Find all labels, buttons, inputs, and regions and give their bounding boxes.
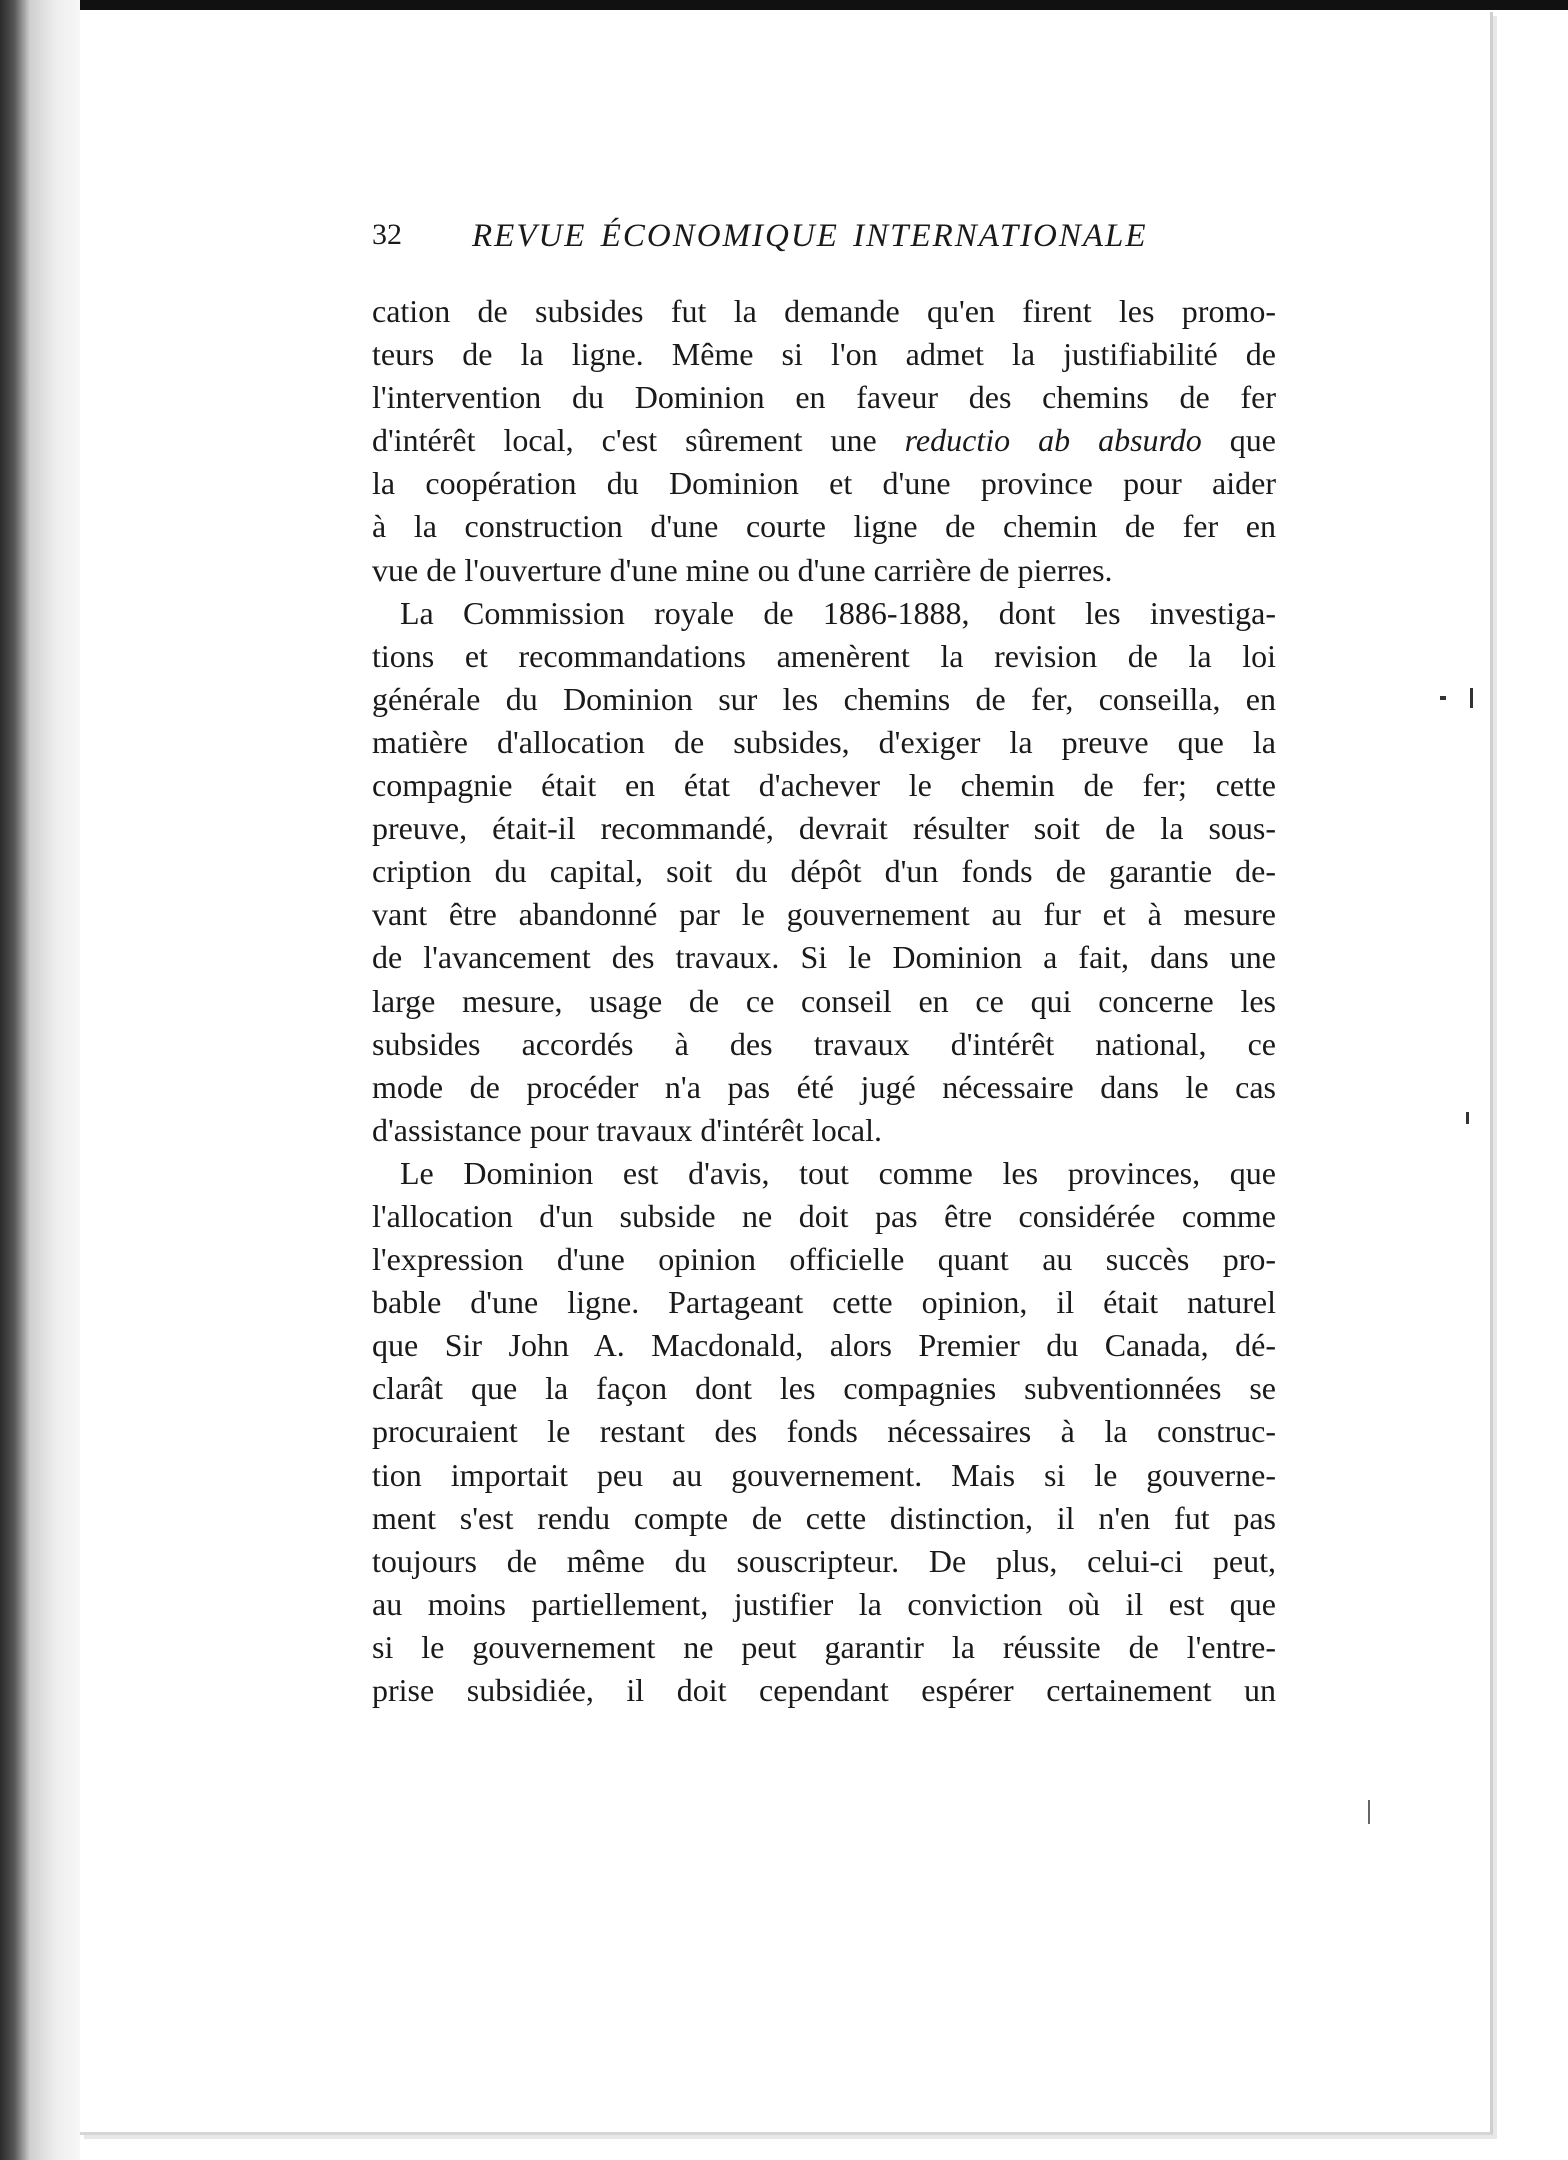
text-line: ment s'est rendu compte de cette distinction, il n'en fut pas bbox=[372, 1499, 1276, 1536]
text-line: l'intervention du Dominion en faveur des chemins de fer bbox=[372, 379, 1276, 416]
scan-speck bbox=[1466, 1112, 1469, 1124]
text-line: tions et recommandations amenèrent la revision de la loi bbox=[372, 637, 1276, 674]
text-line: compagnie était en état d'achever le chemin de fer; cette bbox=[372, 767, 1276, 804]
text-line: vant être abandonné par le gouvernement au fur et à mesure bbox=[372, 896, 1276, 933]
text-line: la coopération du Dominion et d'une province pour aider bbox=[372, 465, 1276, 502]
scan-speck bbox=[1470, 688, 1473, 708]
text-line: d'assistance pour travaux d'intérêt local. bbox=[372, 1111, 883, 1148]
text-line: que Sir John A. Macdonald, alors Premier du Canada, dé- bbox=[372, 1327, 1276, 1364]
paragraph bbox=[372, 1152, 1276, 1712]
text-line bbox=[372, 419, 1276, 462]
text-line: l'allocation d'un subside ne doit pas être considérée comme bbox=[372, 1197, 1276, 1234]
running-title: REVUE ÉCONOMIQUE INTERNATIONALE bbox=[472, 218, 1148, 254]
text-line: clarât que la façon dont les compagnies subventionnées se bbox=[372, 1370, 1276, 1407]
scan-edge-left bbox=[0, 0, 80, 2160]
text-line: toujours de même du souscripteur. De plus, celui-ci peut, bbox=[372, 1542, 1276, 1579]
text-line: au moins partiellement, justifier la conviction où il est que bbox=[372, 1585, 1276, 1622]
text-line: l'expression d'une opinion officielle quant au succès pro- bbox=[372, 1241, 1276, 1278]
text-line: large mesure, usage de ce conseil en ce qui concerne les bbox=[372, 982, 1276, 1019]
text-line: de l'avancement des travaux. Si le Dominion a fait, dans une bbox=[372, 939, 1276, 976]
text-line: teurs de la ligne. Même si l'on admet la justifiabilité de bbox=[372, 336, 1276, 373]
page-header bbox=[372, 218, 1172, 268]
text-line: générale du Dominion sur les chemins de fer, conseilla, en bbox=[372, 680, 1276, 717]
paragraph bbox=[372, 592, 1276, 1152]
text-line: à la construction d'une courte ligne de chemin de fer en bbox=[372, 508, 1276, 545]
text-line: Le Dominion est d'avis, tout comme les provinces, que bbox=[400, 1154, 1276, 1191]
text-line: cation de subsides fut la demande qu'en firent les promo- bbox=[372, 293, 1276, 329]
text-line: subsides accordés à des travaux d'intérêt national, ce bbox=[372, 1025, 1276, 1062]
text-line: tion importait peu au gouvernement. Mais si le gouverne- bbox=[372, 1456, 1276, 1493]
text-segment: que bbox=[1201, 422, 1277, 459]
text-line: preuve, était-il recommandé, devrait résulter soit de la sous- bbox=[372, 810, 1276, 847]
scan-edge-top bbox=[0, 0, 1568, 10]
text-line: La Commission royale de 1886-1888, dont les investiga- bbox=[400, 594, 1276, 631]
body-text bbox=[372, 290, 1276, 1712]
text-line: vue de l'ouverture d'une mine ou d'une carrière de pierres. bbox=[372, 551, 1113, 588]
paragraph bbox=[372, 290, 1276, 592]
text-line: procuraient le restant des fonds nécessaires à la construc- bbox=[372, 1413, 1276, 1450]
text-segment: d'intérêt local, c'est sûrement une bbox=[372, 422, 905, 459]
text-line: si le gouvernement ne peut garantir la réussite de l'entre- bbox=[372, 1628, 1276, 1665]
text-line: prise subsidiée, il doit cependant espérer certainement un bbox=[372, 1672, 1276, 1708]
text-line: bable d'une ligne. Partageant cette opinion, il était naturel bbox=[372, 1284, 1276, 1321]
italic-phrase: reductio ab absurdo bbox=[904, 422, 1202, 459]
text-line: matière d'allocation de subsides, d'exiger la preuve que la bbox=[372, 723, 1276, 760]
page-number: 32 bbox=[372, 218, 402, 251]
text-line: cription du capital, soit du dépôt d'un fonds de garantie de- bbox=[372, 853, 1276, 890]
text-line: mode de procéder n'a pas été jugé nécessaire dans le cas bbox=[372, 1068, 1276, 1105]
scan-speck bbox=[1440, 696, 1446, 700]
scan-speck bbox=[1368, 1800, 1370, 1824]
